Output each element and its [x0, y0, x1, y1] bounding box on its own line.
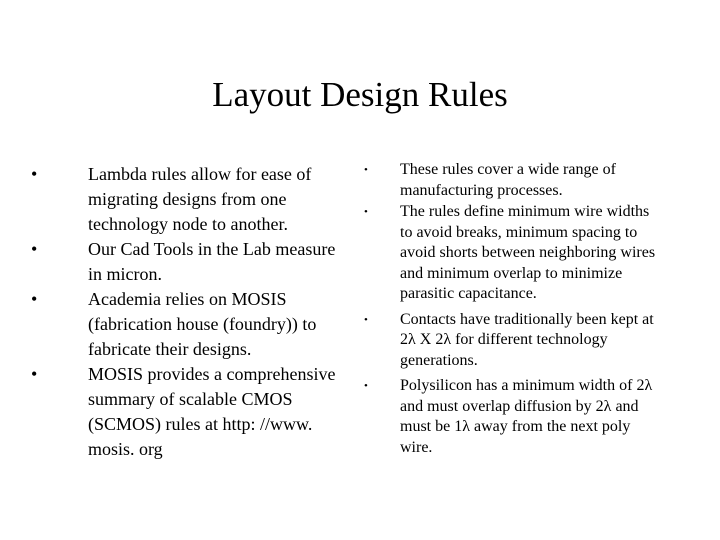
bullet-icon: •: [31, 164, 38, 184]
list-item: [30, 362, 350, 462]
right-bullet-list: [362, 160, 662, 458]
list-item: [30, 162, 350, 237]
list-item: [362, 160, 662, 201]
left-bullet-list: [30, 162, 350, 462]
bullet-text: Academia relies on MOSIS (fabrication house (foundry)) to fabricate their designs.: [88, 289, 317, 359]
bullet-text: MOSIS provides a comprehensive summary of scalable CMOS (SCMOS) rules at http: //www. mosis. org: [88, 364, 336, 459]
bullet-text: These rules cover a wide range of manufacturing processes.: [400, 161, 616, 199]
bullet-icon: •: [31, 289, 38, 309]
bullet-icon: •: [31, 239, 38, 259]
bullet-icon: •: [364, 313, 368, 326]
bullet-icon: •: [364, 164, 368, 176]
bullet-icon: •: [364, 380, 368, 392]
list-item: [30, 287, 350, 362]
slide-title: Layout Design Rules: [212, 75, 508, 114]
bullet-text: Polysilicon has a minimum width of 2λ and must overlap diffusion by 2λ and must be 1λ away from the next poly wire.: [400, 377, 653, 456]
bullet-text: The rules define minimum wire widths to avoid breaks, minimum spacing to avoid shorts between neighboring wires and minimum overlap to minimize parasitic capacitance.: [400, 203, 656, 302]
bullet-text: Our Cad Tools in the Lab measure in micron.: [88, 239, 336, 284]
bullet-icon: •: [364, 206, 368, 218]
bullet-text: Lambda rules allow for ease of migrating designs from one technology node to another.: [88, 164, 312, 234]
bullet-text: Contacts have traditionally been kept at 2λ X 2λ for different technology generations.: [400, 310, 654, 369]
list-item: [362, 310, 662, 372]
list-item: [362, 376, 662, 458]
list-item: [30, 237, 350, 287]
bullet-icon: •: [31, 364, 38, 384]
list-item: [362, 202, 662, 305]
